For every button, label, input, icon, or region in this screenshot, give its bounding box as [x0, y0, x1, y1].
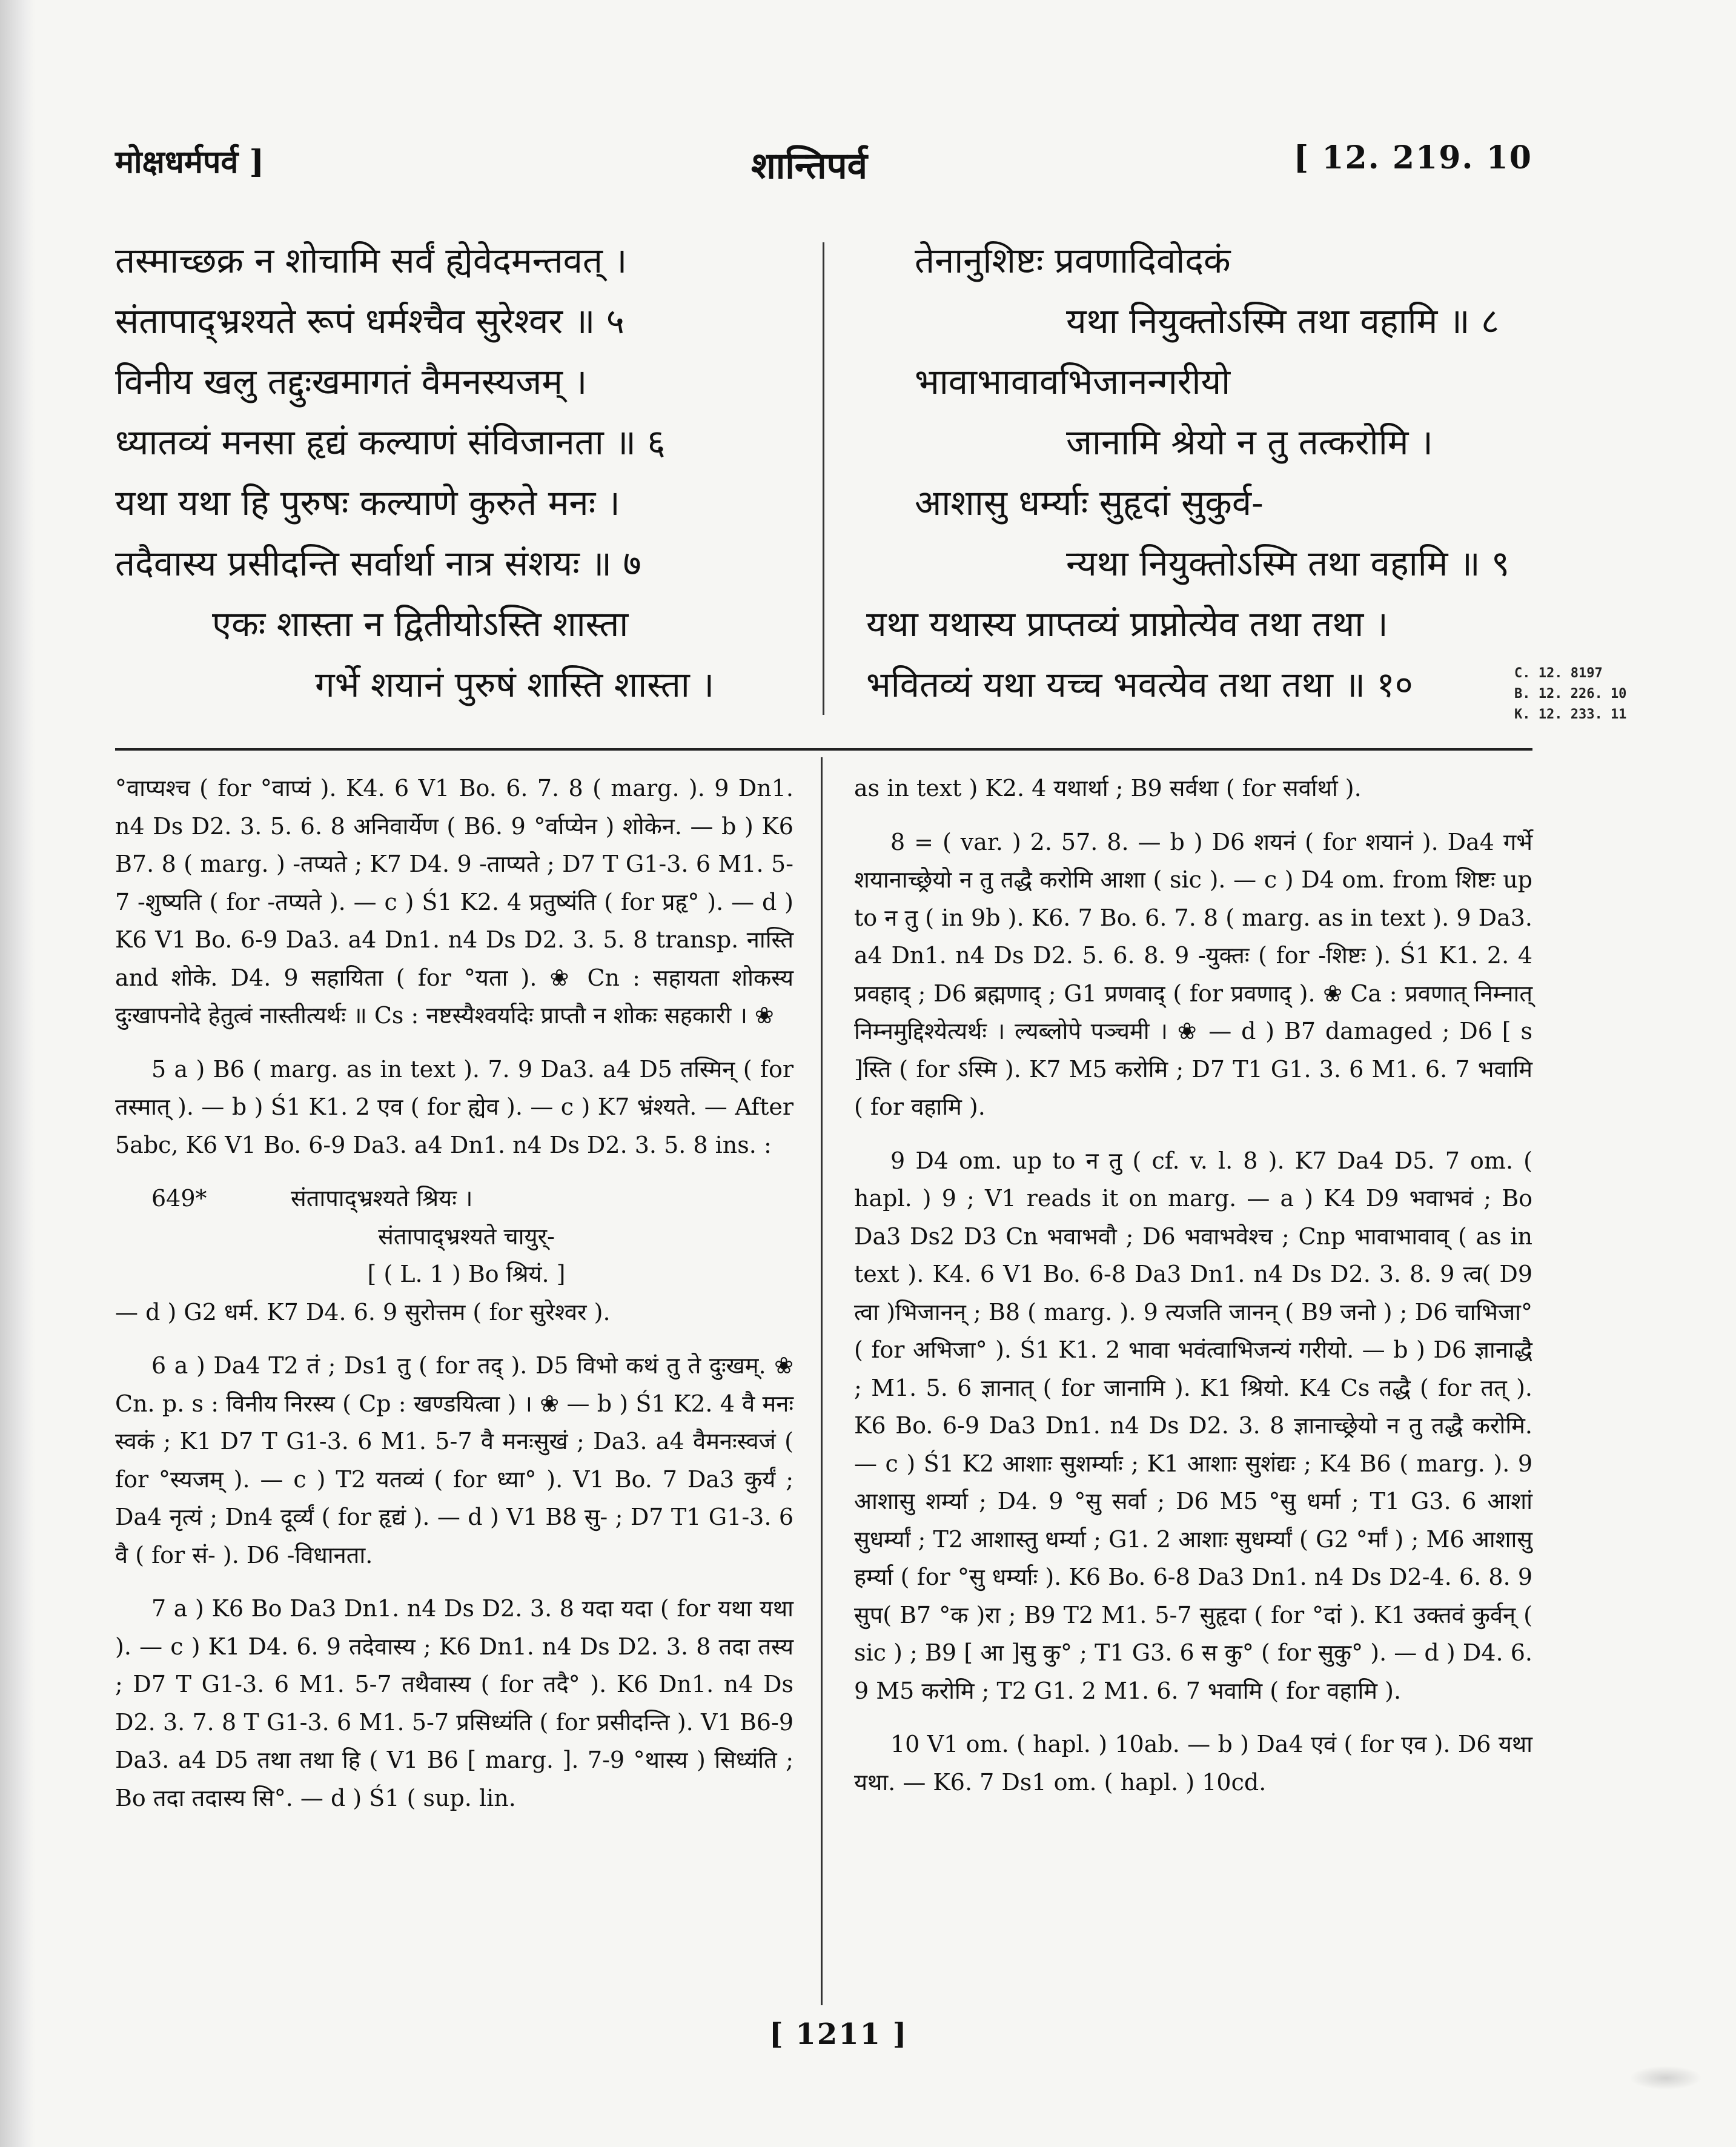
verse-line: गर्भे शयानं पुरुषं शास्ति शास्ता ।	[315, 664, 715, 705]
verse-column-divider	[823, 242, 824, 715]
verse-line: संतापाद्भ्रश्यते रूपं धर्मश्चैव सुरेश्वर ॥ ५	[115, 300, 624, 342]
header-title: शान्तिपर्व	[751, 145, 867, 187]
apparatus-rule	[115, 748, 1532, 751]
running-header	[115, 139, 1532, 194]
verse-line: यथा नियुक्तोऽस्मि तथा वहामि ॥ ८	[1066, 300, 1500, 342]
star-passage-text: संतापाद्भ्रश्यते श्रियः ।	[291, 1185, 473, 1212]
verse-line: आशासु धर्म्याः सुहृदां सुकुर्व-	[915, 482, 1264, 523]
apparatus-note: 8 = ( var. ) 2. 57. 8. — b ) D6 शयनं ( for शयानं ). Da4 गर्भे शयानाच्छ्रेयो न तु तद्धै करोमि आशा ( sic ). — c ) D4 om. from शिष्टः up to न तु ( in 9b ). K6. 7 Bo. 6. 7. 8 ( marg. as in text ). 9 Da3. a4 Dn1. n4 Ds D2. 5. 6. 8. 9 -युक्तः ( for -शिष्टः ). Ś1 K1. 2. 4 प्रवहाद् ; D6 ब्रह्मणाद् ; G1 प्रणवाद् ( for प्रवणाद् ). ❀ Ca : प्रवणात् निम्नात् निम्नमुद्दिश्येत्यर्थः । ल्यब्लोपे पञ्चमी । ❀ — d ) B7 damaged ; D6 [ s ]स्ति ( for ऽस्मि ). K7 M5 करोमि ; D7 T1 G1. 3. 6 M1. 6. 7 भवामि ( for वहामि ).	[854, 828, 1532, 1120]
concordance-line: C. 12. 8197	[1514, 666, 1603, 681]
apparatus-note: 10 V1 om. ( hapl. ) 10ab. — b ) Da4 एवं ( for एव ). D6 यथा यथा. — K6. 7 Ds1 om. ( hapl. ) 10cd.	[854, 1731, 1532, 1796]
verse-block	[115, 230, 1532, 727]
header-parvan-left: मोक्षधर्मपर्व ]	[115, 144, 265, 181]
star-passage-number: 649*	[151, 1185, 207, 1212]
verse-line: ध्यातव्यं मनसा हृद्यं कल्याणं संविजानता ॥ ६	[115, 422, 666, 463]
apparatus-note	[115, 1180, 793, 1218]
verse-line: न्यथा नियुक्तोऽस्मि तथा वहामि ॥ ९	[1066, 543, 1510, 584]
apparatus-note: — d ) G2 धर्म. K7 D4. 6. 9 सुरोत्तम ( for सुरेश्वर ).	[115, 1298, 611, 1326]
apparatus-note: संतापाद्भ्रश्यते चायुर्-	[378, 1223, 555, 1250]
apparatus-column-left	[115, 769, 793, 1833]
apparatus-note: [ ( L. 1 ) Bo श्रियं. ]	[367, 1261, 566, 1287]
verse-line: तदैवास्य प्रसीदन्ति सर्वार्था नात्र संशयः ॥ ७	[115, 543, 641, 584]
verse-column-right	[866, 230, 1539, 715]
apparatus-note: 9 D4 om. up to न तु ( cf. v. l. 8 ). K7 Da4 D5. 7 om. ( hapl. ) 9 ; V1 reads it on marg. — a ) K4 D9 भवाभवं ; Bo Da3 Ds2 D3 Cn भवाभवौ ; D6 भवाभवेश्च ; Cnp भावाभावाव् ( as in text ). K4. 6 V1 Bo. 6-8 Da3 Dn1. n4 Ds D2. 3. 8. 9 त्व( D9 त्वा )भिजानन् ; B8 ( marg. ). 9 त्यजति जानन् ( B9 जनो ) ; D6 चाभिजा° ( for अभिजा° ). Ś1 K1. 2 भावा भवंत्वाभिजन्यं गरीयो. — b ) D6 ज्ञानाद्धै ; M1. 5. 6 ज्ञानात् ( for जानामि ). K1 श्रियो. K4 Cs तद्धै ( for तत् ). K6 Bo. 6-9 Da3 Dn1. n4 Ds D2. 3. 8 ज्ञानाच्छ्रेयो न तु तद्धै करोमि. — c ) Ś1 K2 आशाः सुशर्म्याः ; K1 आशाः सुशंद्यः ; K4 B6 ( marg. ). 9 आशासु शर्म्या ; D4. 9 °सु सर्वा ; D6 M5 °सु धर्मा ; T1 G3. 6 आशां सुधर्म्यां ; T2 आशास्तु धर्म्या ; G1. 2 आशाः सुधर्म्यां ( G2 °र्मां ) ; M6 आशासु हर्म्या ( for °सु धर्म्याः ). K6 Bo. 6-8 Da3 Dn1. n4 Ds D2-4. 6. 8. 9 सुप( B7 °क )रा ; B9 T2 M1. 5-7 सुहृदा ( for °दां ). K1 उक्तवं कुर्वन् ( sic ) ; B9 [ आ ]सु कु° ; T1 G3. 6 स कु° ( for सुकु° ). — d ) D4. 6. 9 M5 करोमि ; T2 G1. 2 M1. 6. 7 भवामि ( for वहामि ).	[854, 1147, 1532, 1704]
verse-line: जानामि श्रेयो न तु तत्करोमि ।	[1066, 422, 1433, 463]
apparatus-note: as in text ) K2. 4 यथार्था ; B9 सर्वथा ( for सर्वार्था ).	[854, 775, 1362, 801]
concordance-refs	[1514, 663, 1626, 725]
verse-line: विनीय खलु तद्दुःखमागतं वैमनस्यजम् ।	[115, 361, 588, 402]
verse-column-left	[115, 230, 812, 715]
verse-line: यथा यथास्य प्राप्तव्यं प्राप्नोत्येव तथा तथा ।	[866, 603, 1388, 645]
verse-line: तेनानुशिष्टः प्रवणादिवोदकं	[915, 240, 1231, 281]
verse-line: एकः शास्ता न द्वितीयोऽस्ति शास्ता	[212, 603, 629, 645]
apparatus-note: 5 a ) B6 ( marg. as in text ). 7. 9 Da3. a4 D5 तस्मिन् ( for तस्मात् ). — b ) Ś1 K1. 2 एव ( for ह्येव ). — c ) K7 भ्रंश्यते. — After 5abc, K6 V1 Bo. 6-9 Da3. a4 Dn1. n4 Ds D2. 3. 5. 8 ins. :	[115, 1055, 793, 1158]
page-number: [ 1211 ]	[769, 2017, 908, 2051]
concordance-line: B. 12. 226. 10	[1514, 686, 1627, 702]
verse-line: भावाभावावभिजानन्गरीयो	[915, 361, 1231, 402]
verse-line: तस्माच्छक्र न शोचामि सर्वं ह्येवेदमन्तवत् ।	[115, 240, 628, 281]
apparatus-column-divider	[821, 757, 823, 2005]
verse-line: भवितव्यं यथा यच्च भवत्येव तथा तथा ॥ १०	[866, 664, 1413, 705]
scan-margin-shadow	[0, 0, 35, 2147]
apparatus-column-right	[854, 769, 1532, 1817]
apparatus-note: 6 a ) Da4 T2 तं ; Ds1 तु ( for तद् ). D5 विभो कथं तु ते दुःखम्. ❀ Cn. p. s : विनीय निरस्य ( Cp : खण्डयित्वा ) । ❀ — b ) Ś1 K2. 4 वै मनः स्वकं ; K1 D7 T G1-3. 6 M1. 5-7 वै मनःसुखं ; Da3. a4 वैमनःस्वजं ( for °स्यजम् ). — c ) T2 यतव्यं ( for ध्या° ). V1 Bo. 7 Da3 कुर्यं ; Da4 नृत्यं ; Dn4 दूर्व्यं ( for हृद्यं ). — d ) V1 B8 सु- ; D7 T1 G1-3. 6 वै ( for सं- ). D6 -विधानता.	[115, 1352, 793, 1568]
header-verse-ref: [ 12. 219. 10	[1293, 139, 1532, 176]
scan-smudge	[1629, 2066, 1702, 2090]
concordance-line: K. 12. 233. 11	[1514, 707, 1627, 722]
apparatus-note: 7 a ) K6 Bo Da3 Dn1. n4 Ds D2. 3. 8 यदा यदा ( for यथा यथा ). — c ) K1 D4. 6. 9 तदेवास्य ; K6 Dn1. n4 Ds D2. 3. 8 तदा तस्य ; D7 T G1-3. 6 M1. 5-7 तथैवास्य ( for तदै° ). K6 Dn1. n4 Ds D2. 3. 7. 8 T G1-3. 6 M1. 5-7 प्रसिध्यंति ( for प्रसीदन्ति ). V1 B6-9 Da3. a4 D5 तथा तथा हि ( V1 B6 [ marg. ]. 7-9 °थास्य ) सिध्यंति ; Bo तदा तदास्य सि°. — d ) Ś1 ( sup. lin.	[115, 1595, 793, 1811]
verse-line: यथा यथा हि पुरुषः कल्याणे कुरुते मनः ।	[115, 482, 620, 523]
apparatus-note: °वाप्यश्च ( for °वाप्यं ). K4. 6 V1 Bo. 6. 7. 8 ( marg. ). 9 Dn1. n4 Ds D2. 3. 5. 6. 8 अनिवार्येण ( B6. 9 °र्वाप्येन ) शोकेन. — b ) K6 B7. 8 ( marg. ) -तप्यते ; K7 D4. 9 -ताप्यते ; D7 T G1-3. 6 M1. 5-7 -शुष्यति ( for -तप्यते ). — c ) Ś1 K2. 4 प्रतुष्यंति ( for प्रहृ° ). — d ) K6 V1 Bo. 6-9 Da3. a4 Dn1. n4 Ds D2. 3. 5. 8 transp. नास्ति and शोके. D4. 9 सहायिता ( for °यता ). ❀ Cn : सहायता शोकस्य दुःखापनोदे हेतुत्वं नास्तीत्यर्थः ॥ Cs : नष्टस्यैश्वर्यादेः प्राप्तौ न शोकः सहकारी । ❀	[115, 775, 794, 1029]
